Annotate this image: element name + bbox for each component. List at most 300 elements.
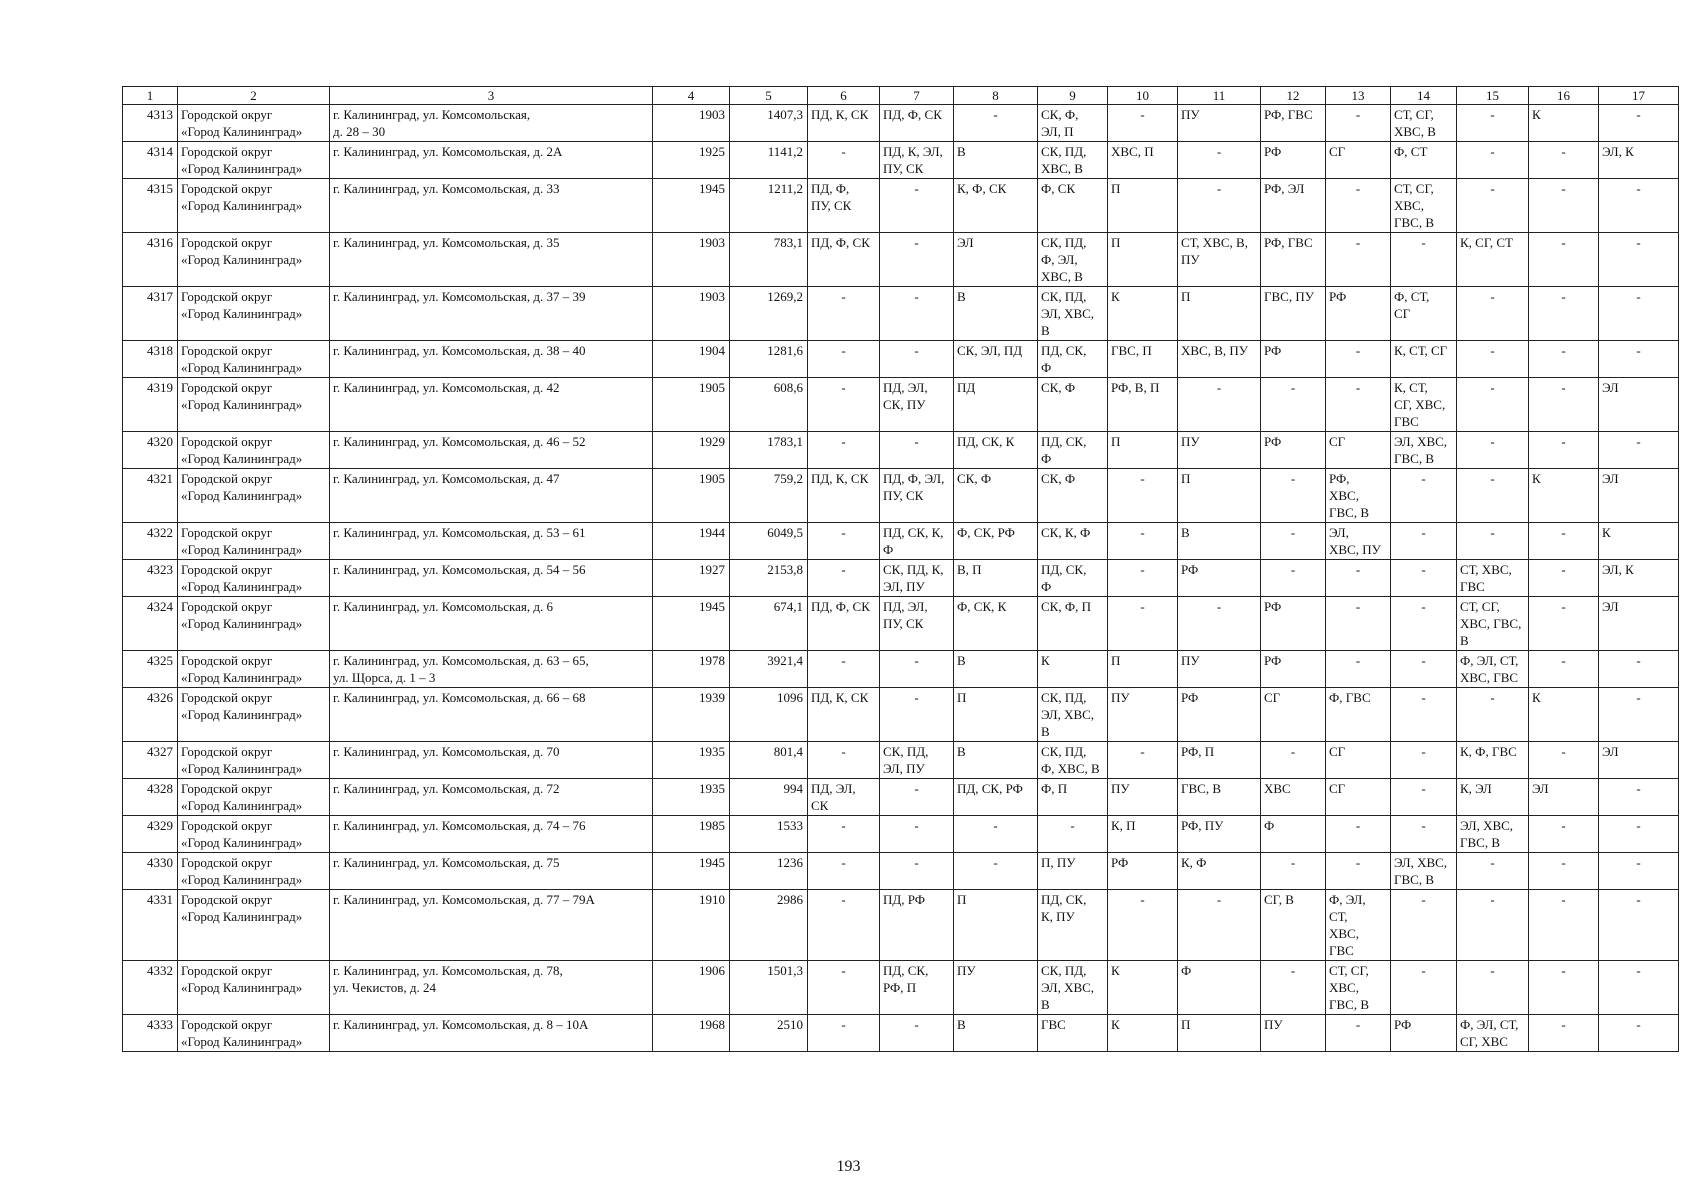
table-cell: СК, ПД, К, ЭЛ, ПУ — [880, 560, 954, 597]
table-cell: - — [1326, 341, 1391, 378]
column-header: 8 — [954, 87, 1038, 105]
column-header: 9 — [1038, 87, 1108, 105]
table-cell: Ф — [1261, 816, 1326, 853]
table-cell: - — [1599, 816, 1679, 853]
column-header: 10 — [1108, 87, 1178, 105]
table-cell: К — [1108, 1015, 1178, 1052]
table-cell: К, П — [1108, 816, 1178, 853]
table-cell: - — [1599, 779, 1679, 816]
table-cell: 783,1 — [730, 233, 808, 287]
table-cell: К, СГ, СТ — [1457, 233, 1529, 287]
table-cell: - — [1108, 523, 1178, 560]
table-cell: - — [880, 1015, 954, 1052]
table-cell: 1501,3 — [730, 961, 808, 1015]
table-cell: - — [954, 816, 1038, 853]
table-cell: ПД, Ф, ЭЛ, ПУ, СК — [880, 469, 954, 523]
table-cell: ПД, Ф, СК — [808, 233, 880, 287]
table-cell: К, Ф, СК — [954, 179, 1038, 233]
table-cell: СТ, СГ, ХВС, ГВС, В — [1326, 961, 1391, 1015]
table-cell: г. Калининград, ул. Комсомольская, д. 47 — [330, 469, 653, 523]
table-cell: - — [1108, 742, 1178, 779]
table-cell: - — [1391, 560, 1457, 597]
table-cell: - — [1326, 651, 1391, 688]
table-cell: - — [1326, 179, 1391, 233]
table-row — [123, 597, 1679, 651]
table-cell: В — [954, 287, 1038, 341]
table-cell: ГВС — [1038, 1015, 1108, 1052]
table-cell: РФ — [1326, 287, 1391, 341]
table-cell: 4329 — [123, 816, 178, 853]
table-cell: - — [1391, 816, 1457, 853]
table-cell: ПД, СК, Ф — [1038, 432, 1108, 469]
table-cell: - — [1529, 142, 1599, 179]
table-cell: СГ — [1326, 742, 1391, 779]
table-cell: - — [1261, 560, 1326, 597]
table-cell: - — [1178, 142, 1261, 179]
table-cell: Городской округ «Город Калининград» — [178, 105, 330, 142]
column-header: 15 — [1457, 87, 1529, 105]
table-cell: - — [1599, 287, 1679, 341]
table-cell: - — [1261, 523, 1326, 560]
table-cell: ПД, К, СК — [808, 105, 880, 142]
table-cell: г. Калининград, ул. Комсомольская, д. 8 – 10А — [330, 1015, 653, 1052]
table-cell: ПУ — [1261, 1015, 1326, 1052]
table-cell: РФ, ЭЛ — [1261, 179, 1326, 233]
table-cell: Ф, П — [1038, 779, 1108, 816]
table-cell: СК, ПД, ЭЛ, ХВС, В — [1038, 287, 1108, 341]
table-row — [123, 432, 1679, 469]
table-cell: 1910 — [653, 890, 730, 961]
table-cell: СГ, В — [1261, 890, 1326, 961]
table-cell: - — [1391, 233, 1457, 287]
column-header: 5 — [730, 87, 808, 105]
table-cell: ЭЛ — [1599, 597, 1679, 651]
table-cell: РФ — [1261, 341, 1326, 378]
table-cell: ПД, ЭЛ, СК — [808, 779, 880, 816]
table-cell: 674,1 — [730, 597, 808, 651]
table-cell: 1903 — [653, 233, 730, 287]
table-cell: ПД, СК, РФ, П — [880, 961, 954, 1015]
table-cell: - — [808, 890, 880, 961]
table-cell: - — [808, 853, 880, 890]
table-cell: 1533 — [730, 816, 808, 853]
table-cell: 4333 — [123, 1015, 178, 1052]
table-cell: - — [808, 432, 880, 469]
table-cell: - — [1529, 742, 1599, 779]
table-cell: ПУ — [1178, 651, 1261, 688]
table-cell: ПД, РФ — [880, 890, 954, 961]
table-row — [123, 890, 1679, 961]
table-cell: ПД, К, СК — [808, 688, 880, 742]
table-cell: СК, ПД, Ф, ХВС, В — [1038, 742, 1108, 779]
table-row — [123, 1015, 1679, 1052]
table-cell: Ф — [1178, 961, 1261, 1015]
table-cell: ЭЛ, ХВС, ПУ — [1326, 523, 1391, 560]
table-cell: - — [1391, 688, 1457, 742]
table-cell: - — [880, 233, 954, 287]
table-cell: г. Калининград, ул. Комсомольская, д. 66 – 68 — [330, 688, 653, 742]
table-cell: 4325 — [123, 651, 178, 688]
table-cell: РФ, ПУ — [1178, 816, 1261, 853]
table-cell: - — [1391, 779, 1457, 816]
table-cell: Ф, ГВС — [1326, 688, 1391, 742]
table-cell: - — [1529, 523, 1599, 560]
table-cell: К — [1599, 523, 1679, 560]
table-row — [123, 341, 1679, 378]
table-cell: СК, ПД, ХВС, В — [1038, 142, 1108, 179]
table-cell: - — [808, 341, 880, 378]
column-header: 11 — [1178, 87, 1261, 105]
table-cell: ПУ — [1108, 688, 1178, 742]
table-cell: Городской округ «Город Калининград» — [178, 961, 330, 1015]
table-cell: - — [1599, 961, 1679, 1015]
table-cell: - — [1326, 560, 1391, 597]
table-cell: Городской округ «Город Калининград» — [178, 1015, 330, 1052]
table-cell: ПД, К, ЭЛ, ПУ, СК — [880, 142, 954, 179]
table-cell: 4320 — [123, 432, 178, 469]
table-cell: - — [1326, 597, 1391, 651]
table-row — [123, 233, 1679, 287]
table-cell: 1141,2 — [730, 142, 808, 179]
table-cell: - — [1326, 1015, 1391, 1052]
table-cell: г. Калининград, ул. Комсомольская, д. 70 — [330, 742, 653, 779]
table-cell: - — [1599, 1015, 1679, 1052]
table-cell: СГ — [1326, 432, 1391, 469]
table-cell: РФ — [1261, 432, 1326, 469]
table-cell: - — [1529, 853, 1599, 890]
table-cell: г. Калининград, ул. Комсомольская, д. 37 – 39 — [330, 287, 653, 341]
table-cell: В — [954, 742, 1038, 779]
table-cell: - — [1326, 816, 1391, 853]
table-cell: 1211,2 — [730, 179, 808, 233]
table-cell: ПД, Ф, СК — [808, 597, 880, 651]
table-cell: - — [1391, 469, 1457, 523]
table-cell: РФ, ХВС, ГВС, В — [1326, 469, 1391, 523]
table-cell: Городской округ «Город Калининград» — [178, 233, 330, 287]
table-cell: 1904 — [653, 341, 730, 378]
table-cell: ПД, К, СК — [808, 469, 880, 523]
table-row — [123, 688, 1679, 742]
table-cell: - — [1529, 890, 1599, 961]
table-cell: 4324 — [123, 597, 178, 651]
table-cell: В — [954, 142, 1038, 179]
table-cell: - — [1261, 961, 1326, 1015]
table-cell: 1906 — [653, 961, 730, 1015]
table-cell: - — [1391, 597, 1457, 651]
table-cell: Городской округ «Город Калининград» — [178, 287, 330, 341]
column-header: 1 — [123, 87, 178, 105]
table-cell: - — [1457, 432, 1529, 469]
table-cell: - — [1326, 853, 1391, 890]
table-cell: - — [1326, 233, 1391, 287]
table-cell: П — [1178, 469, 1261, 523]
table-cell: 1944 — [653, 523, 730, 560]
table-cell: Ф, ЭЛ, СТ, ХВС, ГВС — [1326, 890, 1391, 961]
table-cell: 4315 — [123, 179, 178, 233]
table-cell: К — [1108, 287, 1178, 341]
table-cell: - — [880, 779, 954, 816]
table-cell: К, СТ, СГ — [1391, 341, 1457, 378]
table-cell: - — [1178, 597, 1261, 651]
table-cell: - — [1529, 432, 1599, 469]
table-cell: г. Калининград, ул. Комсомольская, д. 38 – 40 — [330, 341, 653, 378]
table-cell: РФ — [1178, 560, 1261, 597]
table-cell: 1945 — [653, 179, 730, 233]
table-cell: - — [1599, 179, 1679, 233]
table-cell: К — [1108, 961, 1178, 1015]
table-cell: РФ — [1108, 853, 1178, 890]
table-cell: СТ, ХВС, ГВС — [1457, 560, 1529, 597]
table-cell: Ф, ЭЛ, СТ, ХВС, ГВС — [1457, 651, 1529, 688]
table-cell: - — [1529, 233, 1599, 287]
table-cell: 759,2 — [730, 469, 808, 523]
table-cell: - — [880, 688, 954, 742]
table-cell: 1281,6 — [730, 341, 808, 378]
table-row — [123, 142, 1679, 179]
table-cell: 4330 — [123, 853, 178, 890]
table-cell: 4319 — [123, 378, 178, 432]
table-cell: - — [1529, 341, 1599, 378]
table-cell: 2986 — [730, 890, 808, 961]
registry-table — [122, 86, 1679, 1052]
table-cell: 1925 — [653, 142, 730, 179]
table-cell: ХВС, П — [1108, 142, 1178, 179]
table-cell: - — [1326, 105, 1391, 142]
table-cell: 6049,5 — [730, 523, 808, 560]
table-cell: - — [1457, 688, 1529, 742]
table-cell: г. Калининград, ул. Комсомольская, д. 77 – 79А — [330, 890, 653, 961]
column-header: 12 — [1261, 87, 1326, 105]
table-cell: РФ — [1178, 688, 1261, 742]
table-cell: ПД, Ф, ПУ, СК — [808, 179, 880, 233]
table-cell: 3921,4 — [730, 651, 808, 688]
table-cell: 4317 — [123, 287, 178, 341]
table-cell: П — [1178, 287, 1261, 341]
table-cell: ПД, СК, Ф — [1038, 560, 1108, 597]
table-cell: - — [1529, 378, 1599, 432]
table-cell: 801,4 — [730, 742, 808, 779]
table-cell: 994 — [730, 779, 808, 816]
table-cell: - — [1391, 523, 1457, 560]
table-cell: 4326 — [123, 688, 178, 742]
table-cell: - — [1599, 432, 1679, 469]
table-cell: - — [808, 287, 880, 341]
table-cell: - — [808, 560, 880, 597]
table-cell: г. Калининград, ул. Комсомольская, д. 78, ул. Чекистов, д. 24 — [330, 961, 653, 1015]
table-cell: - — [880, 853, 954, 890]
table-cell: Городской округ «Город Калининград» — [178, 853, 330, 890]
table-cell: П, ПУ — [1038, 853, 1108, 890]
table-cell: - — [1457, 378, 1529, 432]
table-cell: - — [880, 179, 954, 233]
table-cell: - — [880, 287, 954, 341]
table-cell: ЭЛ, К — [1599, 560, 1679, 597]
table-cell: РФ, ГВС — [1261, 105, 1326, 142]
table-cell: 4332 — [123, 961, 178, 1015]
table-row — [123, 961, 1679, 1015]
table-cell: - — [1529, 597, 1599, 651]
table-cell: Ф, СК — [1038, 179, 1108, 233]
table-cell: ПД, СК, К, ПУ — [1038, 890, 1108, 961]
table-cell: В — [954, 1015, 1038, 1052]
table-row — [123, 560, 1679, 597]
table-cell: - — [1108, 469, 1178, 523]
table-cell: К, Ф — [1178, 853, 1261, 890]
table-cell: В — [1178, 523, 1261, 560]
table-cell: г. Калининград, ул. Комсомольская, д. 2А — [330, 142, 653, 179]
table-cell: - — [808, 378, 880, 432]
table-cell: 1903 — [653, 287, 730, 341]
table-cell: г. Калининград, ул. Комсомольская, д. 53 – 61 — [330, 523, 653, 560]
table-cell: ПУ — [1178, 432, 1261, 469]
table-cell: ЭЛ, ХВС, ГВС, В — [1391, 432, 1457, 469]
table-cell: СК, Ф, ЭЛ, П — [1038, 105, 1108, 142]
table-cell: 1407,3 — [730, 105, 808, 142]
table-cell: К, ЭЛ — [1457, 779, 1529, 816]
table-cell: К — [1529, 105, 1599, 142]
table-cell: - — [880, 432, 954, 469]
table-row — [123, 816, 1679, 853]
table-cell: г. Калининград, ул. Комсомольская, д. 6 — [330, 597, 653, 651]
table-cell: - — [1599, 233, 1679, 287]
table-cell: - — [1599, 341, 1679, 378]
table-cell: - — [1529, 816, 1599, 853]
table-cell: ПД, СК, К — [954, 432, 1038, 469]
table-cell: 1927 — [653, 560, 730, 597]
table-cell: - — [1529, 560, 1599, 597]
table-cell: - — [1108, 560, 1178, 597]
table-cell: - — [1038, 816, 1108, 853]
column-header: 14 — [1391, 87, 1457, 105]
table-row — [123, 651, 1679, 688]
table-cell: - — [1599, 651, 1679, 688]
table-cell: П — [954, 890, 1038, 961]
table-cell: СК, ПД, Ф, ЭЛ, ХВС, В — [1038, 233, 1108, 287]
table-cell: ЭЛ — [954, 233, 1038, 287]
table-cell: г. Калининград, ул. Комсомольская, д. 63 – 65, ул. Щорса, д. 1 – 3 — [330, 651, 653, 688]
table-cell: 608,6 — [730, 378, 808, 432]
table-row — [123, 105, 1679, 142]
table-cell: СК, ПД, ЭЛ, ПУ — [880, 742, 954, 779]
table-cell: К — [1529, 688, 1599, 742]
table-cell: 4322 — [123, 523, 178, 560]
table-cell: К — [1038, 651, 1108, 688]
table-cell: СК, ЭЛ, ПД — [954, 341, 1038, 378]
table-row — [123, 779, 1679, 816]
table-cell: СК, ПД, ЭЛ, ХВС, В — [1038, 961, 1108, 1015]
table-cell: 1935 — [653, 779, 730, 816]
table-cell: г. Калининград, ул. Комсомольская, д. 35 — [330, 233, 653, 287]
table-cell: 1903 — [653, 105, 730, 142]
table-cell: - — [808, 742, 880, 779]
table-cell: 1978 — [653, 651, 730, 688]
table-cell: П — [1108, 432, 1178, 469]
table-cell: Ф, СК, РФ — [954, 523, 1038, 560]
table-cell: 2510 — [730, 1015, 808, 1052]
table-cell: СК, ПД, ЭЛ, ХВС, В — [1038, 688, 1108, 742]
table-cell: 1945 — [653, 597, 730, 651]
table-cell: - — [1391, 742, 1457, 779]
table-cell: ПД, СК, К, Ф — [880, 523, 954, 560]
table-cell: Городской округ «Город Калининград» — [178, 560, 330, 597]
table-cell: - — [1261, 378, 1326, 432]
table-cell: ПД — [954, 378, 1038, 432]
table-cell: ПД, ЭЛ, СК, ПУ — [880, 378, 954, 432]
table-cell: РФ — [1391, 1015, 1457, 1052]
table-cell: - — [808, 523, 880, 560]
table-cell: - — [1529, 1015, 1599, 1052]
table-cell: 4321 — [123, 469, 178, 523]
table-cell: Ф, СК, К — [954, 597, 1038, 651]
table-cell: - — [1261, 853, 1326, 890]
table-cell: - — [1108, 597, 1178, 651]
table-cell: СК, Ф — [1038, 378, 1108, 432]
table-cell: Городской округ «Город Калининград» — [178, 432, 330, 469]
table-cell: 1783,1 — [730, 432, 808, 469]
table-cell: 1236 — [730, 853, 808, 890]
table-cell: СГ — [1326, 779, 1391, 816]
table-cell: ЭЛ — [1599, 378, 1679, 432]
column-header: 17 — [1599, 87, 1679, 105]
table-cell: - — [880, 651, 954, 688]
table-cell: 1096 — [730, 688, 808, 742]
table-cell: РФ, П — [1178, 742, 1261, 779]
table-cell: г. Калининград, ул. Комсомольская, д. 42 — [330, 378, 653, 432]
table-cell: - — [1457, 287, 1529, 341]
table-row — [123, 523, 1679, 560]
table-cell: - — [808, 651, 880, 688]
table-cell: - — [1457, 105, 1529, 142]
table-cell: 1945 — [653, 853, 730, 890]
table-cell: Городской округ «Город Калининград» — [178, 378, 330, 432]
table-cell: - — [1529, 287, 1599, 341]
table-cell: 1985 — [653, 816, 730, 853]
table-cell: ПУ — [1108, 779, 1178, 816]
table-cell: ХВС, В, ПУ — [1178, 341, 1261, 378]
table-cell: Городской округ «Город Калининград» — [178, 142, 330, 179]
table-cell: ГВС, В — [1178, 779, 1261, 816]
table-cell: - — [1457, 341, 1529, 378]
table-cell: - — [808, 961, 880, 1015]
table-cell: СК, К, Ф — [1038, 523, 1108, 560]
table-cell: ПД, ЭЛ, ПУ, СК — [880, 597, 954, 651]
table-cell: г. Калининград, ул. Комсомольская, д. 72 — [330, 779, 653, 816]
table-cell: 4328 — [123, 779, 178, 816]
table-cell: 1929 — [653, 432, 730, 469]
table-cell: Ф, СТ — [1391, 142, 1457, 179]
table-cell: 1269,2 — [730, 287, 808, 341]
table-cell: - — [1457, 142, 1529, 179]
table-cell: г. Калининград, ул. Комсомольская, д. 33 — [330, 179, 653, 233]
table-cell: - — [808, 1015, 880, 1052]
table-cell: - — [1391, 961, 1457, 1015]
table-cell: 2153,8 — [730, 560, 808, 597]
table-cell: Городской округ «Город Калининград» — [178, 688, 330, 742]
table-cell: - — [1178, 890, 1261, 961]
table-cell: - — [880, 341, 954, 378]
table-cell: В, П — [954, 560, 1038, 597]
table-cell: П — [1108, 233, 1178, 287]
table-cell: - — [1391, 651, 1457, 688]
table-cell: 1968 — [653, 1015, 730, 1052]
table-body — [123, 105, 1679, 1052]
table-cell: - — [1261, 742, 1326, 779]
table-cell: г. Калининград, ул. Комсомольская, д. 54 – 56 — [330, 560, 653, 597]
table-cell: П — [1108, 651, 1178, 688]
table-cell: ЭЛ — [1599, 742, 1679, 779]
table-cell: - — [808, 816, 880, 853]
table-row — [123, 287, 1679, 341]
